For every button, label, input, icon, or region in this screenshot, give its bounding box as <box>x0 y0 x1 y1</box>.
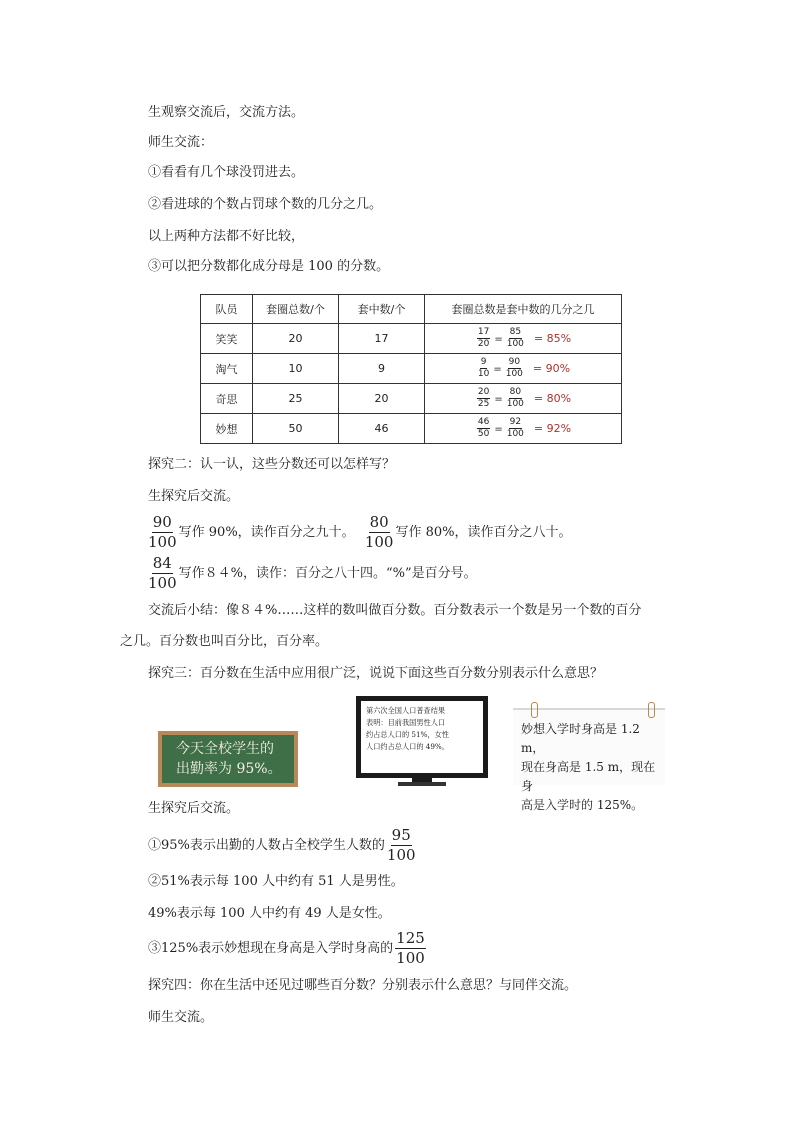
fraction-84-text: 写作８４%，读作：百分之八十四。“%”是百分号。 <box>178 566 477 581</box>
percent-value: = 90% <box>532 361 571 375</box>
cell-calc: $\frac{20}{25}$ = $\frac{80}{100}$ = 80% <box>425 384 622 414</box>
paragraph-observe: 生观察交流后，交流方法。 <box>148 105 305 120</box>
cell-total: 25 <box>253 384 339 414</box>
table-row <box>201 384 622 414</box>
board-line-2: 出勤率为 95%。 <box>176 761 282 777</box>
cell-calc: $\frac{9}{10}$ = $\frac{90}{100}$ = 90% <box>425 354 622 384</box>
tv-line-2: 表明：目前我国男性人口 <box>366 718 446 727</box>
cell-name: 笑笑 <box>201 324 253 354</box>
answer-one-text: ①95%表示出勤的人数占全校学生人数的 <box>148 838 385 853</box>
paperclip-icon <box>648 702 655 718</box>
cell-name: 淘气 <box>201 354 253 384</box>
answer-one <box>148 826 418 866</box>
tv-screen <box>361 701 483 773</box>
fraction: $\frac{46}{50}$ <box>477 417 490 439</box>
cell-hit: 20 <box>339 384 425 414</box>
cell-name: 妙想 <box>201 414 253 444</box>
cell-name: 奇思 <box>201 384 253 414</box>
table-row <box>201 324 622 354</box>
fraction-hundred: $\frac{85}{100}$ <box>506 327 524 349</box>
fraction-80-text: 写作 80%，读作百分之八十。 <box>395 525 572 540</box>
fraction-line-one <box>146 513 571 553</box>
fraction-95-100: $\frac{95}{100}$ <box>386 826 416 864</box>
explore-four-title: 探究四：你在生活中还见过哪些百分数？分别表示什么意思？与同伴交流。 <box>148 978 578 993</box>
note-line-2: 现在身高是 1.5 m，现在身 <box>521 760 656 793</box>
note-card-image <box>513 710 665 812</box>
paperclip-icon <box>531 702 538 718</box>
header-total: 套圈总数/个 <box>253 295 339 324</box>
tv-image <box>356 696 488 778</box>
cell-hit: 46 <box>339 414 425 444</box>
answer-three: 49%表示每 100 人中约有 49 人是女性。 <box>148 906 391 921</box>
method-one: ①看看有几个球没罚进去。 <box>148 165 305 180</box>
cell-hit: 9 <box>339 354 425 384</box>
fraction-90-text: 写作 90%，读作百分之九十。 <box>178 525 355 540</box>
fraction-hundred: $\frac{90}{100}$ <box>505 357 523 379</box>
explore-two-title: 探究二：认一认，这些分数还可以怎样写？ <box>148 457 396 472</box>
fraction: $\frac{17}{20}$ <box>477 327 490 349</box>
note-line-3: 高是入学时的 125%。 <box>521 798 644 812</box>
fraction-125-100: $\frac{125}{100}$ <box>396 929 425 967</box>
percent-value: = 92% <box>533 421 572 435</box>
cell-total: 10 <box>253 354 339 384</box>
cell-calc: $\frac{17}{20}$ = $\frac{85}{100}$ = 85% <box>425 324 622 354</box>
header-player: 队员 <box>201 295 253 324</box>
fraction-hundred: $\frac{80}{100}$ <box>506 387 524 409</box>
fraction: $\frac{9}{10}$ <box>477 357 490 379</box>
explore-three-title: 探究三：百分数在生活中应用很广泛，说说下面这些百分数分别表示什么意思？ <box>148 666 604 681</box>
fraction-80-100: $\frac{80}{100}$ <box>364 513 394 551</box>
tv-line-4: 人口约占总人口的 49%。 <box>366 742 449 751</box>
cell-total: 20 <box>253 324 339 354</box>
tv-base <box>398 782 446 786</box>
fraction-84-100: $\frac{84}{100}$ <box>148 554 177 592</box>
fraction-hundred: $\frac{92}{100}$ <box>506 417 524 439</box>
note-line-1: 妙想入学时身高是 1.2 m， <box>521 722 640 755</box>
paragraph-hard-compare: 以上两种方法都不好比较， <box>148 229 305 244</box>
explore-two-exchange: 生探究后交流。 <box>148 489 240 504</box>
summary-line-one: 交流后小结：像８４%……这样的数叫做百分数。百分数表示一个数是另一个数的百分 <box>148 603 642 618</box>
table-header-row <box>201 295 622 324</box>
answer-four-text: ③125%表示妙想现在身高是入学时身高的 <box>148 941 394 956</box>
header-fraction: 套圈总数是套中数的几分之几 <box>425 295 622 324</box>
closing-line: 师生交流。 <box>148 1010 214 1025</box>
method-two: ②看进球的个数占罚球个数的几分之几。 <box>148 197 383 212</box>
paragraph-teacher-exchange: 师生交流： <box>148 135 214 150</box>
tv-line-3: 约占总人口的 51%，女性 <box>366 730 449 739</box>
percent-value: = 85% <box>533 331 572 345</box>
explore-three-exchange: 生探究后交流。 <box>148 801 240 816</box>
summary-line-two: 之几。百分数也叫百分比，百分率。 <box>120 634 329 649</box>
fraction: $\frac{20}{25}$ <box>477 387 490 409</box>
method-three: ③可以把分数都化成分母是 100 的分数。 <box>148 259 390 274</box>
header-hit: 套中数/个 <box>339 295 425 324</box>
ring-toss-table <box>200 294 622 444</box>
answer-two: ②51%表示每 100 人中约有 51 人是男性。 <box>148 874 404 889</box>
cell-calc: $\frac{46}{50}$ = $\frac{92}{100}$ = 92% <box>425 414 622 444</box>
tv-line-1: 第六次全国人口普查结果 <box>366 706 446 715</box>
table-row <box>201 354 622 384</box>
cell-total: 50 <box>253 414 339 444</box>
answer-four <box>148 929 428 969</box>
chalkboard-image <box>158 731 298 787</box>
board-line-1: 今天全校学生的 <box>176 741 274 757</box>
percent-value: = 80% <box>533 391 572 405</box>
table-row <box>201 414 622 444</box>
fraction-90-100: $\frac{90}{100}$ <box>148 513 177 551</box>
fraction-line-two <box>146 554 477 594</box>
cell-hit: 17 <box>339 324 425 354</box>
